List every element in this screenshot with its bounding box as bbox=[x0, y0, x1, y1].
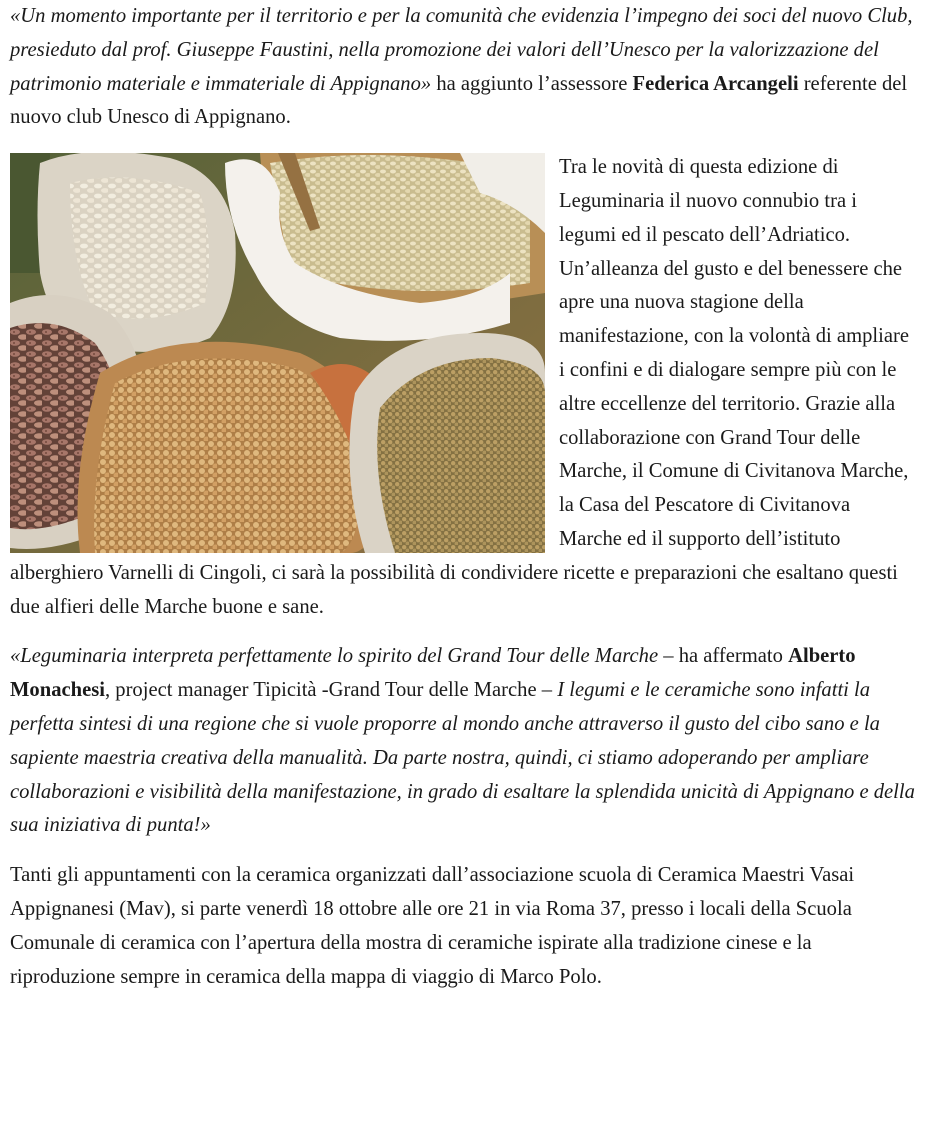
quote-arcangeli: «Un momento importante per il territorio e per la comunità che evidenzia l’impegno dei soci del nuovo Club, presieduto dal prof. Giuseppe Faustini, nella promozione dei valori dell’Unesco per la valorizzazione del patrimonio materiale e immateriale di Appignano» bbox=[10, 5, 913, 95]
bottom-fade bbox=[0, 1105, 926, 1135]
quote-monachesi-end: I legumi e le ceramiche sono infatti la perfetta sintesi di una regione che si vuole proporre al mondo anche attraverso il gusto del cibo sano e la sapiente maestria creativa della manualità. Da parte nostra, quindi, ci stiamo adoperando per ampliare collaborazioni e visibilità della manifestazione, in grado di esaltare la splendida unicità di Appignano e della sua iniziativa di punta!» bbox=[10, 679, 915, 837]
attribution-lead: ha aggiunto l’assessore bbox=[431, 72, 633, 95]
quote-monachesi-start: «Leguminaria interpreta perfettamente lo spirito del Grand Tour delle Marche bbox=[10, 645, 659, 668]
paragraph-quote-arcangeli bbox=[10, 0, 918, 135]
person-name-arcangeli: Federica Arcangeli bbox=[632, 72, 799, 95]
attribution-lead: – ha affermato bbox=[658, 645, 789, 668]
paragraph-quote-monachesi bbox=[10, 640, 918, 843]
attribution-tail: referente del nuovo club Unesco di Appignano. bbox=[10, 72, 908, 129]
legumes-photo bbox=[10, 153, 545, 553]
article-body bbox=[10, 0, 918, 994]
paragraph-novita: Tra le novità di questa edizione di Leguminaria il nuovo connubio tra i legumi ed il pescato dell’Adriatico. Un’alleanza del gusto e del benessere che apre una nuova stagione della manifestazione, con la volontà di ampliare i confini e di dialogare sempre più con le altre eccellenze del territorio. Grazie alla collaborazione con Grand Tour delle Marche, il Comune di Civitanova Marche, la Casa del Pescatore di Civitanova Marche ed il supporto dell’istituto alberghiero Varnelli di Cingoli, ci sarà la possibilità di condividere ricette e preparazioni che esaltano questi due alfieri delle Marche buone e sane. bbox=[10, 156, 909, 618]
person-name-monachesi: Alberto Monachesi bbox=[10, 645, 856, 702]
section-leguminaria bbox=[10, 151, 918, 624]
paragraph-appuntamenti: Tanti gli appuntamenti con la ceramica organizzati dall’associazione scuola di Ceramica Maestri Vasai Appignanesi (Mav), si parte venerdì 18 ottobre alle ore 21 in via Roma 37, presso i locali della Scuola Comunale di ceramica con l’apertura della mostra di ceramiche ispirate alla tradizione cinese e la riproduzione sempre in ceramica della mappa di viaggio di Marco Polo. bbox=[10, 864, 855, 988]
attribution-role: , project manager Tipicità -Grand Tour delle Marche – bbox=[104, 679, 558, 702]
